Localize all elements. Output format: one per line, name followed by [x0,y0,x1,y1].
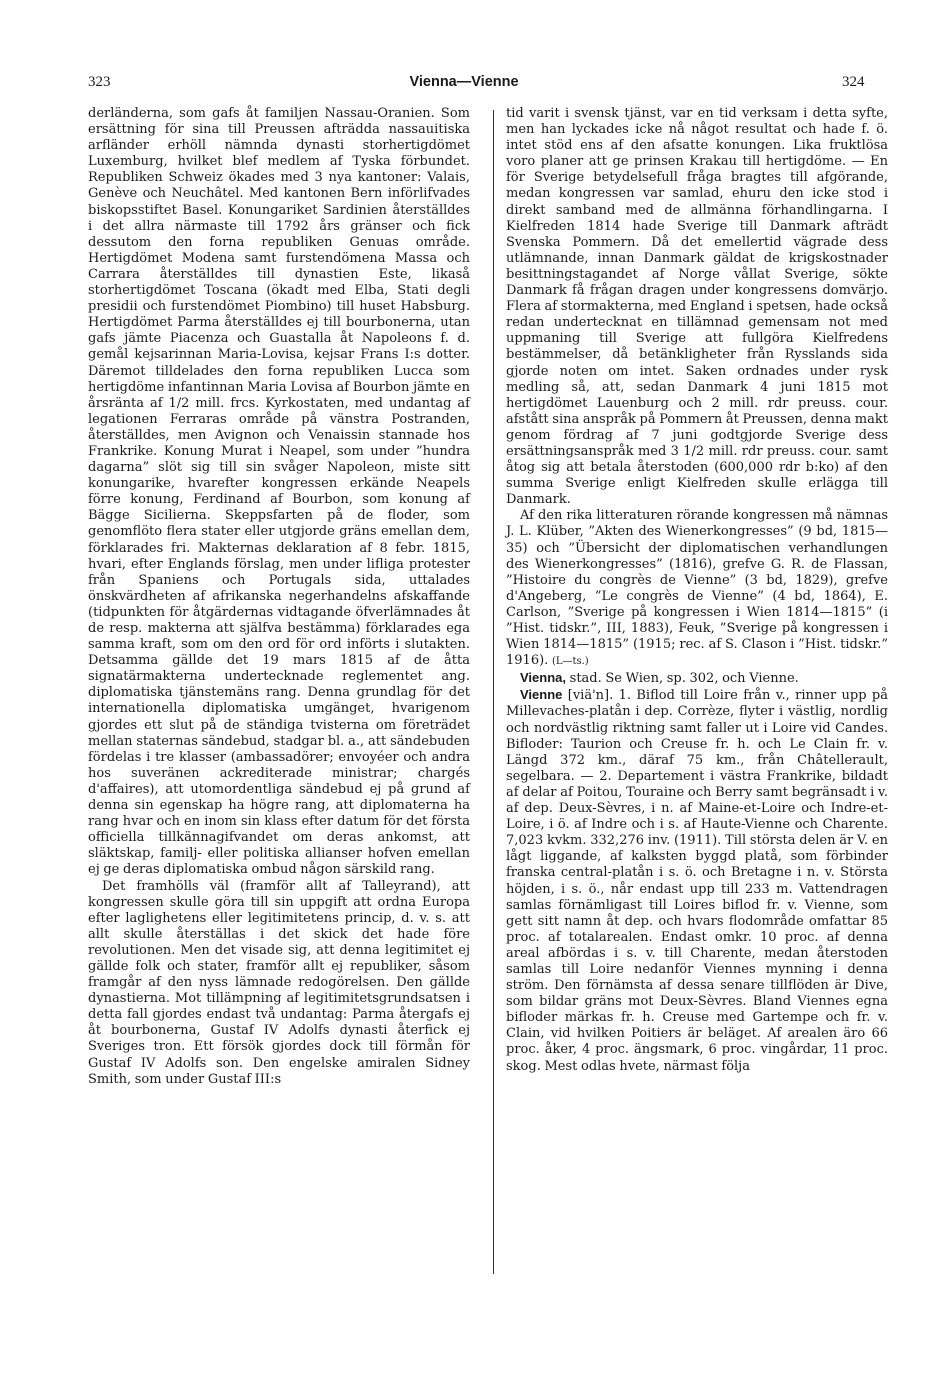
literature-text: Af den rika litteraturen rörande kongressen må nämnas J. L. Klüber, ”Akten des Wienerkongresses” (9 bd, 1815—35) och ”Übersicht der diplomatischen verhandlungen des Wienerkongresses” (1816), grefve G. R. de Flassan, ”Histoire du congrès de Vienne” (3 bd, 1829), grefve d'Angeberg, ”Le congrès de Vienne” (4 bd, 1864), E. Carlson, ”Sverige på kongressen i Wien 1814—1815” (i ”Hist. tidskr.”, III, 1883), Feuk, ”Sverige på kongressen i Wien 1814—1815” (1915; rec. af S. Clason i ”Hist. tidskr.” 1916). [506,508,888,669]
entry-text: [viä'n]. 1. Biflod till Loire från v., rinner upp på Millevaches-platån i dep. Corrèze, flyter i västlig, nordlig och nordvästlig riktning samt faller ut i Loire vid Candes. Bifloder: Taurion och Creuse fr. h. och Le Clain fr. v. Längd 372 km., däraf 75 km., från Châtellerault, segelbara. — 2. Departement i västra Frankrike, bildadt af delar af Poitou, Touraine och Berry samt begränsadt i v. af dep. Deux-Sèvres, i n. af Maine-et-Loire och Indre-et-Loire, i ö. af Indre och i s. af Haute-Vienne och Charente. 7,023 kvkm. 332,276 inv. (1911). Till största delen är V. en lågt liggande, af kalksten byggd platå, som förbinder franska central-platån i s. ö. och Bretagne i n. v. Största höjden, i s. ö., når endast upp till 233 m. Vattendragen samlas förnämligast till Loires biflod fr. v. Vienne, som gett sitt namn åt dep. och hvars flodområde omfattar 85 proc. af totalarealen. Endast omkr. 10 proc. af denna areal afbördas i s. v. till Charente, medan återstoden samlas till Loire nedanför Viennes mynning i denna ström. Den förnämsta af dessa senare tillflöden är Dive, som bildar gräns mot Deux-Sèvres. Bland Viennes egna bifloder märkas fr. h. Creuse med Gartempe och fr. v. Clain, vid hvilken Poitiers är beläget. Af arealen äro 66 proc. åker, 4 proc. ängsmark, 6 proc. vingårdar, 11 proc. skog. Mest odlas hvete, närmast följa [506,688,888,1074]
left-column [88,106,470,1088]
paragraph [506,508,888,670]
column-divider [493,110,494,1274]
entry-vienna [506,670,888,687]
page-number-right: 324 [842,74,865,90]
author-signature: (L—ts.) [551,656,589,668]
right-column [506,106,888,1075]
page-header [0,74,928,98]
entry-text: stad. Se Wien, sp. 302, och Vienne. [569,671,799,687]
entry-headword: Vienna, [520,670,567,686]
paragraph: tid varit i svensk tjänst, var en tid verksam i detta syfte, men han lyckades icke nå något resultat och hade f. ö. intet stöd ens af den afsatte konungen. Lika fruktlösa voro planer att ge prinsen Krakau till hertigdöme. — En för Sverige betydelsefull fråga bragtes till afgörande, medan kongressen var samlad, ehuru den icke stod i direkt samband med de allmänna förhandlingarna. I Kielfreden 1814 hade Sverige till Danmark afträdt Svenska Pommern. Då det emellertid vägrade dess utlämnande, innan Danmark gäldat de krigskostnader besittningstagandet af Norge vållat Sverige, sökte Danmark få frågan dragen under kongressens domvärjo. Flera af stormakterna, med England i spetsen, hade också redan undertecknat en tillämnad gemensam not med uppmaning till Sverige att fullgöra Kielfredens bestämmelser, då betänkligheter från Rysslands sida gjorde noten om intet. Saken ordnades under rysk medling så, att, sedan Danmark 4 juni 1815 mot hertigdömet Lauenburg och 2 mill. rdr preuss. cour. afstått sina anspråk på Pommern åt Preussen, denna makt genom fördrag af 7 juni godtgjorde Sverige dess ersättningsanspråk med 3 1/2 mill. rdr preuss. cour. samt åtog sig att betala återstoden (600,000 rdr b:ko) af den summa Sverige enligt Kielfreden skulle erlägga till Danmark. [506,106,888,508]
paragraph: derländerna, som gafs åt familjen Nassau-Oranien. Som ersättning för sina till Preussen afträdda nassauitiska arfländer erhöll nämnda dynasti storhertigdömet Luxemburg, hvilket blef medlem af Tyska förbundet. Republiken Schweiz ökades med 3 nya kantoner: Valais, Genève och Neuchâtel. Med kantonen Bern införlifvades biskopsstiftet Basel. Konungariket Sardinien återställdes i det allra närmaste till 1792 års gränser och fick dessutom den forna republiken Genuas område. Hertigdömet Modena samt furstendömena Massa och Carrara återställdes till dynastien Este, likaså storhertigdömet Toscana (ökadt med Elba, Stati degli presidii och furstendömet Piombino) till huset Habsburg. Hertigdömet Parma återställdes ej till bourbonerna, utan gafs jämte Piacenza och Guastalla åt Napoleons f. d. gemål kejsarinnan Maria-Lovisa, kejsar Frans I:s dotter. Däremot tilldelades den forna republiken Lucca som hertigdöme infantinnan Maria Lovisa af Bourbon jämte en årsränta af 1/2 mill. frcs. Kyrkostaten, med undantag af legationen Ferraras område på vänstra Postranden, återställdes, men Avignon och Venaissin stannade hos Frankrike. Konung Murat i Neapel, som under ”hundra dagarna” slöt sig till sin svåger Napoleon, miste sitt konungarike, hvarefter kongressen erkände Neapels förre konung, Ferdinand af Bourbon, som konung af Bägge Sicilierna. Skeppsfarten på de floder, som genomflöto flera stater eller utgjorde gräns emellan dem, förklarades fri. Makternas deklaration af 8 febr. 1815, hvari, efter Englands förslag, men under lifliga protester från Spaniens och Portugals sida, uttalades önskvärdheten af afrikanska negerhandelns afskaffande (tidpunkten för åtgärdernas vidtagande öfverlämnades åt de resp. makterna att själfva bestämma) förklarades ega samma kraft, som om den ord för ord införts i slutakten. Detsamma gällde det 19 mars 1815 af de åtta signatärmakterna undertecknade reglementet ang. diplomatiska tjänstemäns rang. Denna grundlag för det internationella diplomatiska umgänget, hvarigenom gjordes ett slut på de ständiga tvisterna om företrädet mellan staternas sändebud, stadgar bl. a., att sändebuden fördelas i tre klasser (ambassadörer; envoyéer och andra hos suveränen ackrediterade ministrar; chargés d'affaires), att utomordentliga sändebud ej på grund af denna sin egenskap ha högre rang, att diplomaterna ha rang hvar och en inom sin klass efter datum för det första officiella tillkännagifvandet om deras ankomst, att släktskap, familj- eller politiska allianser hofven emellan ej ge deras diplomatiska ombud någon särskild rang. [88,106,470,878]
running-title: Vienna—Vienne [409,74,519,90]
entry-headword: Vienne [520,687,563,703]
paragraph: Det framhölls väl (framför allt af Talleyrand), att kongressen skulle göra till sin uppgift att ordna Europa efter laglighetens eller legitimitetens princip, d. v. s. att allt skulle återställas i det skick det hade före revolutionen. Men det visade sig, att denna legitimitet ej gällde folk och stater, framför allt ej republiker, såsom framgår af den nyss lämnade redogörelsen. Den gällde dynastierna. Mot tillämpning af legitimitetsgrundsatsen i detta fall gjordes endast två undantag: Parma återgafs ej åt bourbonerna, Gustaf IV Adolfs dynasti återfick ej Sveriges tron. Ett försök gjordes dock till förmån för Gustaf IV Adolfs son. Den engelske amiralen Sidney Smith, som under Gustaf III:s [88,878,470,1087]
page-number-left: 323 [88,74,111,90]
entry-vienne [506,687,888,1074]
